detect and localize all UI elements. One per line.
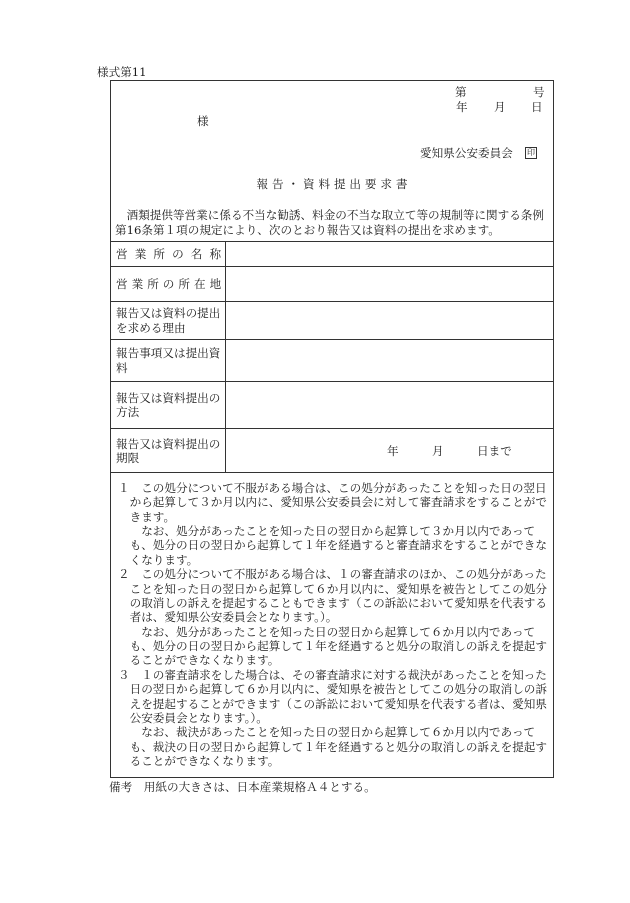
note-text: 日の翌日から起算して６か月以内に、愛知県を被告としてこの処分の取消しの訴: [129, 682, 547, 697]
note-line: [118, 495, 553, 509]
row-value-field: [226, 429, 553, 473]
note-number: ３: [118, 667, 130, 682]
row-label: [111, 382, 226, 428]
note-text: １の審査請求をした場合は、その審査請求に対する裁決があったことを知った: [141, 667, 547, 682]
row-label-line: 報告又は資料の提出: [116, 306, 221, 320]
document-title: 報告・資料提出要求書: [256, 177, 412, 191]
row-label-line: 報告又は資料提出の: [116, 436, 221, 451]
note-text: の取消しの訴えを提起することもできます（この訴訟において愛知県を代表する: [129, 595, 547, 610]
note-line: [118, 524, 553, 538]
note-item: [118, 668, 553, 769]
row-value-field: [226, 382, 553, 428]
note-line: [118, 553, 553, 567]
note-line: [118, 653, 553, 667]
note-line: [118, 754, 553, 768]
table-row: [111, 381, 553, 428]
note-text: なお、処分があったことを知った日の翌日から起算して６か月以内であって: [141, 624, 536, 639]
intro-line: 酒類提供等営業に係る不当な勧誘、料金の不当な取立て等の規制等に関する条例: [126, 208, 544, 222]
note-number: １: [118, 480, 130, 495]
deadline-year-label: 年: [387, 444, 399, 458]
note-line: [118, 668, 553, 682]
deadline-day-label: 日まで: [477, 444, 512, 458]
date-day-label: 日: [531, 100, 543, 114]
issuer-name: 愛知県公安委員会: [420, 146, 513, 160]
form-id-label: 様式第11: [97, 65, 147, 79]
row-label-line: 方法: [116, 405, 140, 419]
note-line: [118, 567, 553, 581]
note-number: ２: [118, 567, 130, 582]
note-text: くなります。: [129, 552, 199, 567]
note-line: [118, 625, 553, 639]
table-row: [111, 301, 553, 339]
note-text: も、処分の日の翌日から起算して１年を経過すると処分の取消しの訴えを提起す: [129, 639, 547, 654]
row-label: [111, 242, 229, 266]
note-line: [118, 639, 553, 653]
note-line: [118, 740, 553, 754]
row-label-line: 報告又は資料提出の: [116, 390, 221, 405]
row-label-line: 営業所の所在地: [116, 276, 226, 291]
row-label: [111, 429, 226, 473]
note-line: [118, 725, 553, 739]
note-line: [118, 582, 553, 596]
note-line: [118, 596, 553, 610]
note-line: [118, 481, 553, 495]
row-label-line: を求める理由: [116, 320, 186, 335]
addressee-suffix: 様: [197, 114, 209, 128]
note-line: [118, 538, 553, 552]
note-text: ことを知った日の翌日から起算して６か月以内に、愛知県を被告としてこの処分: [129, 581, 547, 596]
table-row: [111, 428, 553, 473]
request-form-frame: [110, 80, 554, 778]
number-suffix: 号: [533, 85, 545, 99]
note-line: [118, 682, 553, 696]
date-month-label: 月: [494, 100, 506, 114]
note-text: も、処分の日の翌日から起算して１年を経過すると審査請求をすることができな: [129, 538, 547, 553]
row-label: [111, 267, 226, 301]
row-value-field: [226, 302, 553, 339]
note-text: 公安委員会となります。）。: [129, 711, 268, 726]
row-label: [111, 340, 226, 381]
note-item: [118, 481, 553, 567]
note-line: [118, 610, 553, 624]
note-text: 者は、愛知県公安委員会となります。）。: [129, 610, 338, 625]
intro-line: 第16条第１項の規定により、次のとおり報告又は資料の提出を求めます。: [115, 223, 500, 237]
note-text: この処分について不服がある場合は、１の審査請求のほか、この処分があった: [141, 567, 547, 582]
note-text: ることができなくなります。: [129, 653, 280, 668]
note-text: この処分について不服がある場合は、この処分があったことを知った日の翌日: [141, 480, 547, 495]
remark-text: 用紙の大きさは、日本産業規格Ａ４とする。: [143, 780, 376, 794]
note-text: なお、処分があったことを知った日の翌日から起算して３か月以内であって: [141, 523, 536, 538]
row-value-field: [226, 340, 553, 381]
row-label-line: 報告事項又は提出資: [116, 346, 221, 360]
note-line: [118, 711, 553, 725]
remark: [109, 780, 376, 794]
table-row: [111, 339, 553, 381]
row-label-line: 期限: [116, 451, 140, 465]
note-text: から起算して３か月以内に、愛知県公安委員会に対して審査請求をすることがで: [129, 495, 547, 510]
deadline-month-label: 月: [432, 444, 444, 458]
seal-stamp: 印: [527, 148, 535, 157]
request-table: [111, 241, 553, 473]
note-text: ることができなくなります。: [129, 754, 280, 769]
note-line: [118, 697, 553, 711]
note-line: [118, 510, 553, 524]
number-prefix: 第: [455, 85, 467, 99]
row-label: [111, 302, 226, 339]
note-text: なお、裁決があったことを知った日の翌日から起算して６か月以内であって: [141, 725, 536, 740]
note-text: も、裁決の日の翌日から起算して１年を経過すると処分の取消しの訴えを提起す: [129, 739, 547, 754]
note-text: えを提起することができます（この訴訟において愛知県を代表する者は、愛知県: [129, 696, 547, 711]
row-value-field: [226, 267, 553, 301]
table-row: [111, 242, 553, 266]
note-text: きます。: [129, 509, 176, 524]
date-year-label: 年: [456, 100, 468, 114]
intro-paragraph: [115, 208, 544, 238]
row-label-line: 料: [116, 360, 128, 375]
row-label-line: 営業所の名称: [116, 246, 229, 261]
remark-label: 備考: [109, 780, 133, 794]
table-row: [111, 266, 553, 301]
note-item: [118, 567, 553, 668]
notes-section: [111, 472, 553, 777]
row-value-field: [226, 242, 553, 266]
